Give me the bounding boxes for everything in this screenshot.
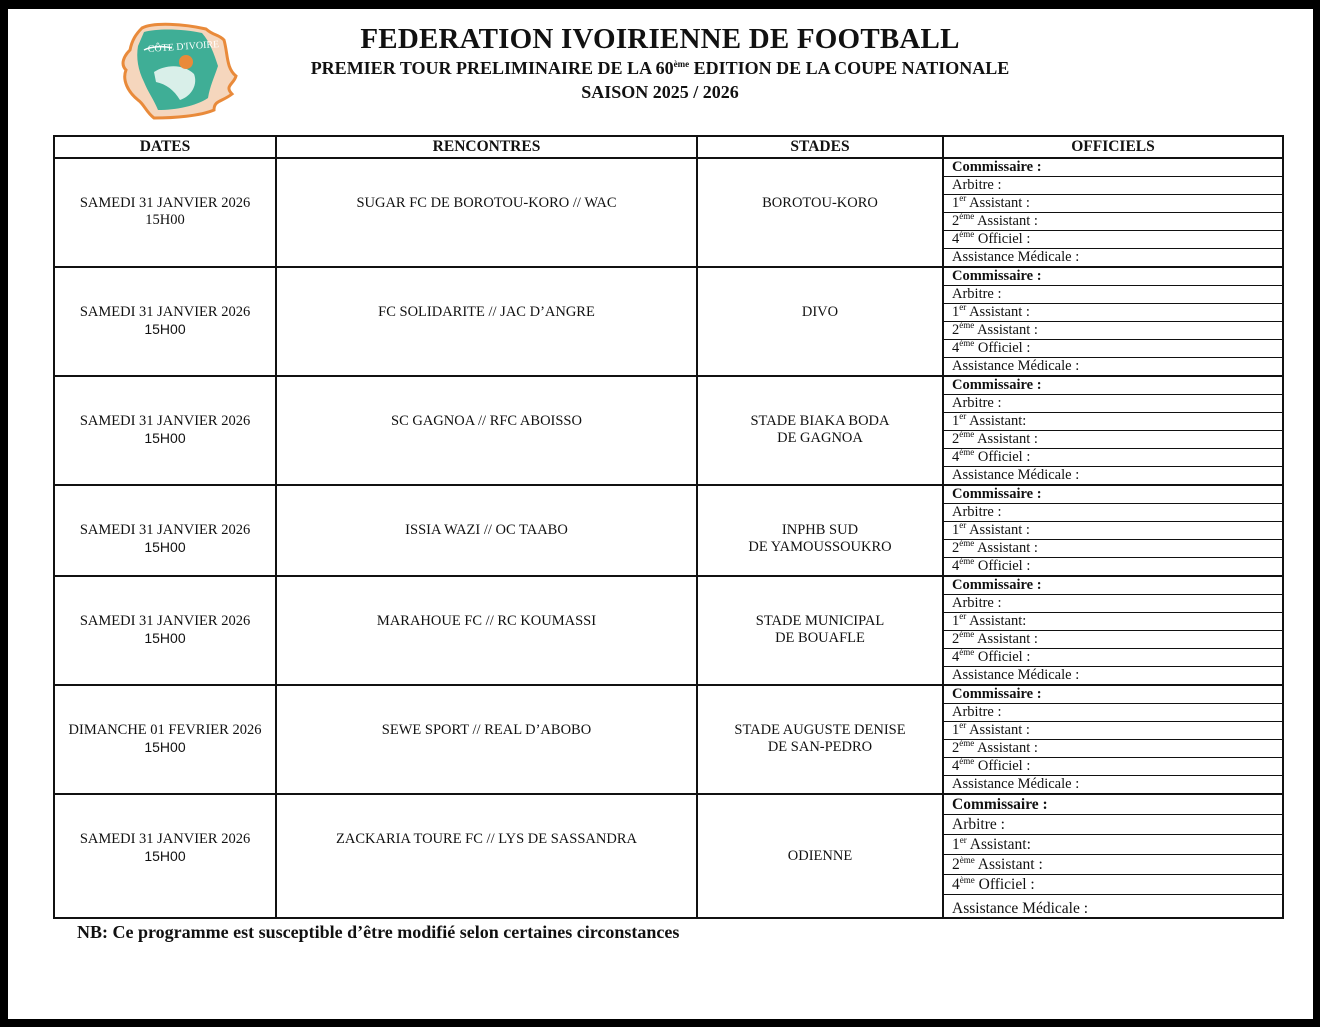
table-row [54,485,1283,576]
official-commissaire: Commissaire : [944,377,1282,395]
official-commissaire: Commissaire : [944,577,1282,595]
table-row [54,376,1283,485]
official-4th: 4ème Officiel : [944,649,1282,667]
match-time: 15H00 [144,539,186,555]
official-commissaire: Commissaire : [944,159,1282,177]
official-assistant-2: 2ème Assistant : [944,213,1282,231]
match-teams: FC SOLIDARITE // JAC D’ANGRE [378,304,595,320]
stadium-cell [697,576,943,685]
document-subtitle: PREMIER TOUR PRELIMINAIRE DE LA 60ème EDITION DE LA COUPE NATIONALE [310,58,1010,78]
stadium-name: BOROTOU-KORO [762,195,878,211]
official-assistant-1: 1er Assistant: [944,613,1282,631]
match-date: SAMEDI 31 JANVIER 2026 [79,195,251,211]
official-assistant-2: 2ème Assistant : [944,631,1282,649]
official-arbitre: Arbitre : [944,595,1282,613]
table-row [54,158,1283,267]
match-cell [276,158,697,267]
official-arbitre: Arbitre : [944,504,1282,522]
official-medical: Assistance Médicale : [952,776,1080,792]
official-4th: 4ème Officiel : [944,875,1282,895]
match-date: SAMEDI 31 JANVIER 2026 [79,831,251,847]
officials-cell [943,376,1283,485]
match-time: 15H00 [145,212,185,228]
stadium-cell [697,158,943,267]
stadium-cell [697,267,943,376]
official-assistant-2: 2ème Assistant : [944,540,1282,558]
schedule-table [53,135,1284,919]
official-assistant-1: 1er Assistant : [944,722,1282,740]
document-title: FEDERATION IVOIRIENNE DE FOOTBALL [360,23,960,55]
column-header-dates: DATES [54,136,276,158]
stadium-cell [697,376,943,485]
date-cell [54,376,276,485]
official-assistant-2: 2ème Assistant : [944,431,1282,449]
official-medical: Assistance Médicale : [952,667,1080,683]
stadium-name: DIVO [801,304,839,320]
date-cell [54,267,276,376]
match-cell [276,267,697,376]
match-teams: SUGAR FC DE BOROTOU-KORO // WAC [356,195,617,211]
match-time: 15H00 [144,321,186,337]
official-commissaire: Commissaire : [944,686,1282,704]
match-teams: ZACKARIA TOURE FC // LYS DE SASSANDRA [336,831,637,847]
match-teams: ISSIA WAZI // OC TAABO [405,522,568,538]
logo-text: CÔTE D'IVOIRE [147,39,220,55]
match-cell [276,794,697,918]
stadium-city: DE GAGNOA [777,430,863,446]
match-date: SAMEDI 31 JANVIER 2026 [79,522,251,538]
stadium-city: DE BOUAFLE [775,630,865,646]
stadium-cell [697,794,943,918]
match-date: SAMEDI 31 JANVIER 2026 [79,613,251,629]
official-4th: 4ème Officiel : [944,758,1282,776]
table-row [54,576,1283,685]
table-row [54,794,1283,918]
officials-cell [943,267,1283,376]
match-date: SAMEDI 31 JANVIER 2026 [79,413,251,429]
official-medical: Assistance Médicale : [952,467,1080,483]
date-cell [54,685,276,794]
table-row [54,685,1283,794]
official-4th: 4ème Officiel : [952,558,1031,574]
match-cell [276,576,697,685]
season-label: SAISON 2025 / 2026 [581,82,739,102]
official-medical: Assistance Médicale : [952,358,1080,374]
official-assistant-1: 1er Assistant : [944,195,1282,213]
officials-cell [943,794,1283,918]
official-arbitre: Arbitre : [944,704,1282,722]
official-arbitre: Arbitre : [944,177,1282,195]
official-arbitre: Arbitre : [944,395,1282,413]
official-4th: 4ème Officiel : [944,231,1282,249]
match-cell [276,485,697,576]
official-assistant-2: 2ème Assistant : [944,855,1282,875]
stadium-name: STADE MUNICIPAL [755,613,885,629]
officials-cell [943,158,1283,267]
match-time: 15H00 [144,739,186,755]
official-assistant-1: 1er Assistant : [944,304,1282,322]
footnote: NB: Ce programme est susceptible d’être modifié selon certaines circonstances [77,922,680,942]
match-cell [276,685,697,794]
officials-cell [943,485,1283,576]
stadium-name: STADE AUGUSTE DENISE [734,722,906,738]
official-arbitre: Arbitre : [944,815,1282,835]
match-date: SAMEDI 31 JANVIER 2026 [79,304,251,320]
date-cell [54,576,276,685]
stadium-cell [697,685,943,794]
stadium-city: DE YAMOUSSOUKRO [748,539,892,555]
match-date: DIMANCHE 01 FEVRIER 2026 [68,722,262,738]
official-assistant-2: 2ème Assistant : [944,322,1282,340]
official-assistant-1: 1er Assistant: [944,413,1282,431]
official-assistant-1: 1er Assistant: [944,835,1282,855]
match-time: 15H00 [144,848,186,864]
match-time: 15H00 [144,430,186,446]
match-time: 15H00 [144,630,186,646]
date-cell [54,158,276,267]
official-commissaire: Commissaire : [944,268,1282,286]
date-cell [54,794,276,918]
official-assistant-1: 1er Assistant : [944,522,1282,540]
official-medical: Assistance Médicale : [952,249,1080,265]
official-medical: Assistance Médicale : [952,900,1089,916]
match-cell [276,376,697,485]
table-header-row [54,136,1283,158]
stadium-city: DE SAN-PEDRO [767,739,873,755]
stadium-cell [697,485,943,576]
official-commissaire: Commissaire : [944,486,1282,504]
match-teams: SEWE SPORT // REAL D’ABOBO [381,722,592,738]
official-4th: 4ème Officiel : [944,340,1282,358]
table-row [54,267,1283,376]
officials-cell [943,576,1283,685]
stadium-name: STADE BIAKA BODA [750,413,890,429]
official-4th: 4ème Officiel : [944,449,1282,467]
official-arbitre: Arbitre : [944,286,1282,304]
stadium-name: INPHB SUD [781,522,859,538]
match-teams: MARAHOUE FC // RC KOUMASSI [376,613,597,629]
official-assistant-2: 2ème Assistant : [944,740,1282,758]
column-header-stades: STADES [697,136,943,158]
match-teams: SC GAGNOA // RFC ABOISSO [391,413,582,429]
column-header-rencontres: RENCONTRES [276,136,697,158]
official-commissaire: Commissaire : [944,795,1282,815]
column-header-officiels: OFFICIELS [943,136,1283,158]
officials-cell [943,685,1283,794]
date-cell [54,485,276,576]
stadium-name: ODIENNE [787,848,853,864]
